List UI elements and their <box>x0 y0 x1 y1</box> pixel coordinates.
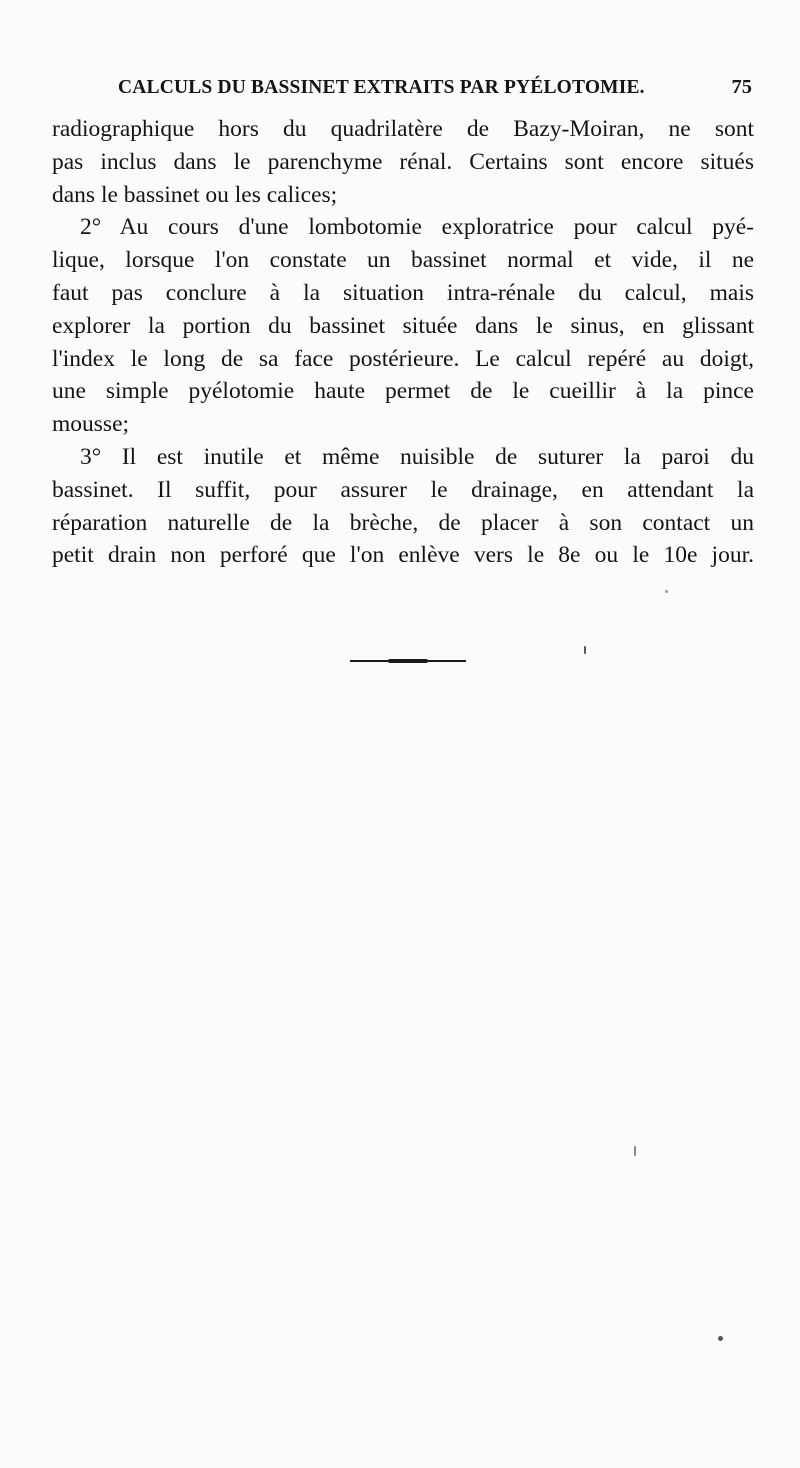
text-line: lique, lorsque l'on constate un bassinet normal et vide, il ne <box>52 247 754 274</box>
text-line: 3° Il est inutile et même nuisible de suturer la paroi du <box>80 443 754 470</box>
text-line: faut pas conclure à la situation intra-rénale du calcul, mais <box>52 279 754 306</box>
text-line: bassinet. Il suffit, pour assurer le drainage, en attendant la <box>52 476 754 503</box>
scan-speck <box>634 1146 636 1156</box>
text-line: radiographique hors du quadrilatère de Bazy-Moiran, ne sont <box>52 116 754 142</box>
running-head: CALCULS DU BASSINET EXTRAITS PAR PYÉLOTOMIE. <box>118 76 645 98</box>
text-line: une simple pyélotomie haute permet de le cueillir à la pince <box>52 378 754 405</box>
text-line: pas inclus dans le parenchyme rénal. Certains sont encore situés <box>52 148 754 175</box>
page-number: 75 <box>731 76 752 98</box>
text-line: explorer la portion du bassinet située dans le sinus, en glissant <box>52 312 754 339</box>
scan-speck <box>584 646 586 654</box>
text-line: l'index le long de sa face postérieure. Le calcul repéré au doigt, <box>52 345 754 372</box>
scan-speck <box>665 590 668 593</box>
scan-speck <box>718 1336 723 1341</box>
text-line: réparation naturelle de la brèche, de placer à son contact un <box>52 509 754 536</box>
text-line: dans le bassinet ou les calices; <box>52 181 338 208</box>
text-line: petit drain non perforé que l'on enlève vers le 8e ou le 10e jour. <box>52 542 754 569</box>
text-line: mousse; <box>52 411 130 438</box>
text-line: 2° Au cours d'une lombotomie exploratrice pour calcul pyé- <box>80 214 754 241</box>
section-end-rule <box>350 660 466 662</box>
page-header <box>52 76 752 106</box>
body-text <box>52 113 754 572</box>
